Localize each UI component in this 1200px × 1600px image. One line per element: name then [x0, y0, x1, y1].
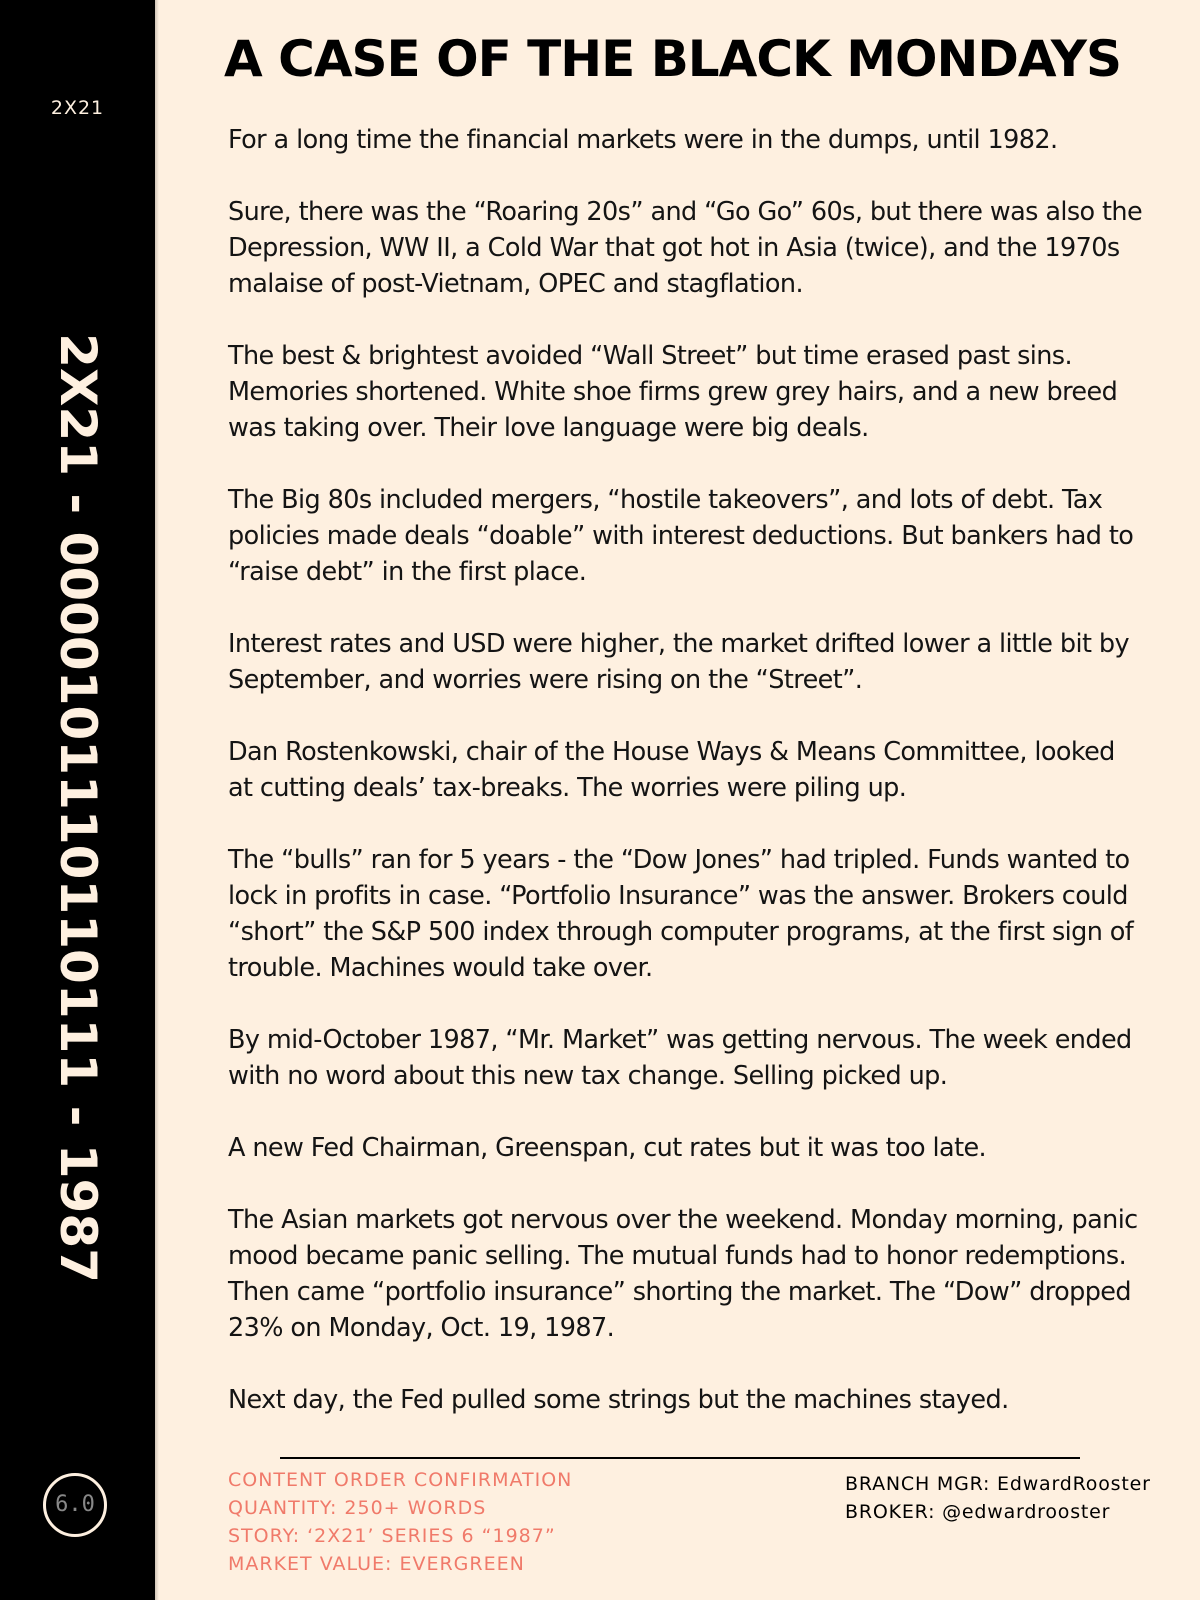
- sidebar-vertical-title: 2X21 - 0000101110110111 - 1987: [49, 333, 107, 1283]
- article-body: [228, 122, 1143, 1454]
- paragraph: Sure, there was the “Roaring 20s” and “Go Go” 60s, but there was also the Depression, WW II, a Cold War that got hot in Asia (twice), and the 1970s malaise of post-Vietnam, OPEC and stagflation.: [228, 197, 1143, 299]
- paragraph: The best & brightest avoided “Wall Street” but time erased past sins. Memories shortened. White shoe firms grew grey hairs, and a new breed was taking over. Their love language were big deals.: [228, 341, 1118, 443]
- paragraph: Interest rates and USD were higher, the market drifted lower a little bit by September, and worries were rising on the “Street”.: [228, 629, 1129, 695]
- sidebar: [0, 0, 155, 1600]
- credits: [845, 1470, 1151, 1526]
- order-confirmation: [228, 1466, 572, 1578]
- page-title: A CASE OF THE BLACK MONDAYS: [224, 30, 1121, 88]
- order-quantity: QUANTITY: 250+ WORDS: [228, 1497, 487, 1519]
- order-story: STORY: ‘2X21’ SERIES 6 “1987”: [228, 1525, 556, 1547]
- paragraph: The Asian markets got nervous over the weekend. Monday morning, panic mood became panic selling. The mutual funds had to honor redemptions. Then came “portfolio insurance” shorting the market. The “Dow” dropped 23% on Monday, Oct. 19, 1987.: [228, 1205, 1138, 1343]
- order-market-value: MARKET VALUE: EVERGREEN: [228, 1553, 525, 1575]
- sidebar-tag: 2X21: [50, 97, 105, 119]
- footer-divider: [280, 1457, 1080, 1459]
- version-badge: 6.0: [43, 1473, 107, 1537]
- paragraph: By mid-October 1987, “Mr. Market” was getting nervous. The week ended with no word about this new tax change. Selling picked up.: [228, 1025, 1132, 1091]
- paragraph: A new Fed Chairman, Greenspan, cut rates but it was too late.: [228, 1133, 987, 1163]
- paragraph: The Big 80s included mergers, “hostile takeovers”, and lots of debt. Tax policies made deals “doable” with interest deductions. But bankers had to “raise debt” in the first place.: [228, 485, 1134, 587]
- sidebar-divider: [155, 0, 159, 1600]
- paragraph: For a long time the financial markets were in the dumps, until 1982.: [228, 125, 1058, 155]
- paragraph: The “bulls” ran for 5 years - the “Dow Jones” had tripled. Funds wanted to lock in profits in case. “Portfolio Insurance” was the answer. Brokers could “short” the S&P 500 index through computer programs, at the first sign of trouble. Machines would take over.: [228, 845, 1134, 983]
- paragraph: Next day, the Fed pulled some strings but the machines stayed.: [228, 1385, 1009, 1415]
- order-heading: CONTENT ORDER CONFIRMATION: [228, 1469, 573, 1491]
- branch-manager: BRANCH MGR: EdwardRooster: [845, 1473, 1151, 1495]
- paragraph: Dan Rostenkowski, chair of the House Ways & Means Committee, looked at cutting deals’ tax-breaks. The worries were piling up.: [228, 737, 1115, 803]
- broker: BROKER: @edwardrooster: [845, 1501, 1111, 1523]
